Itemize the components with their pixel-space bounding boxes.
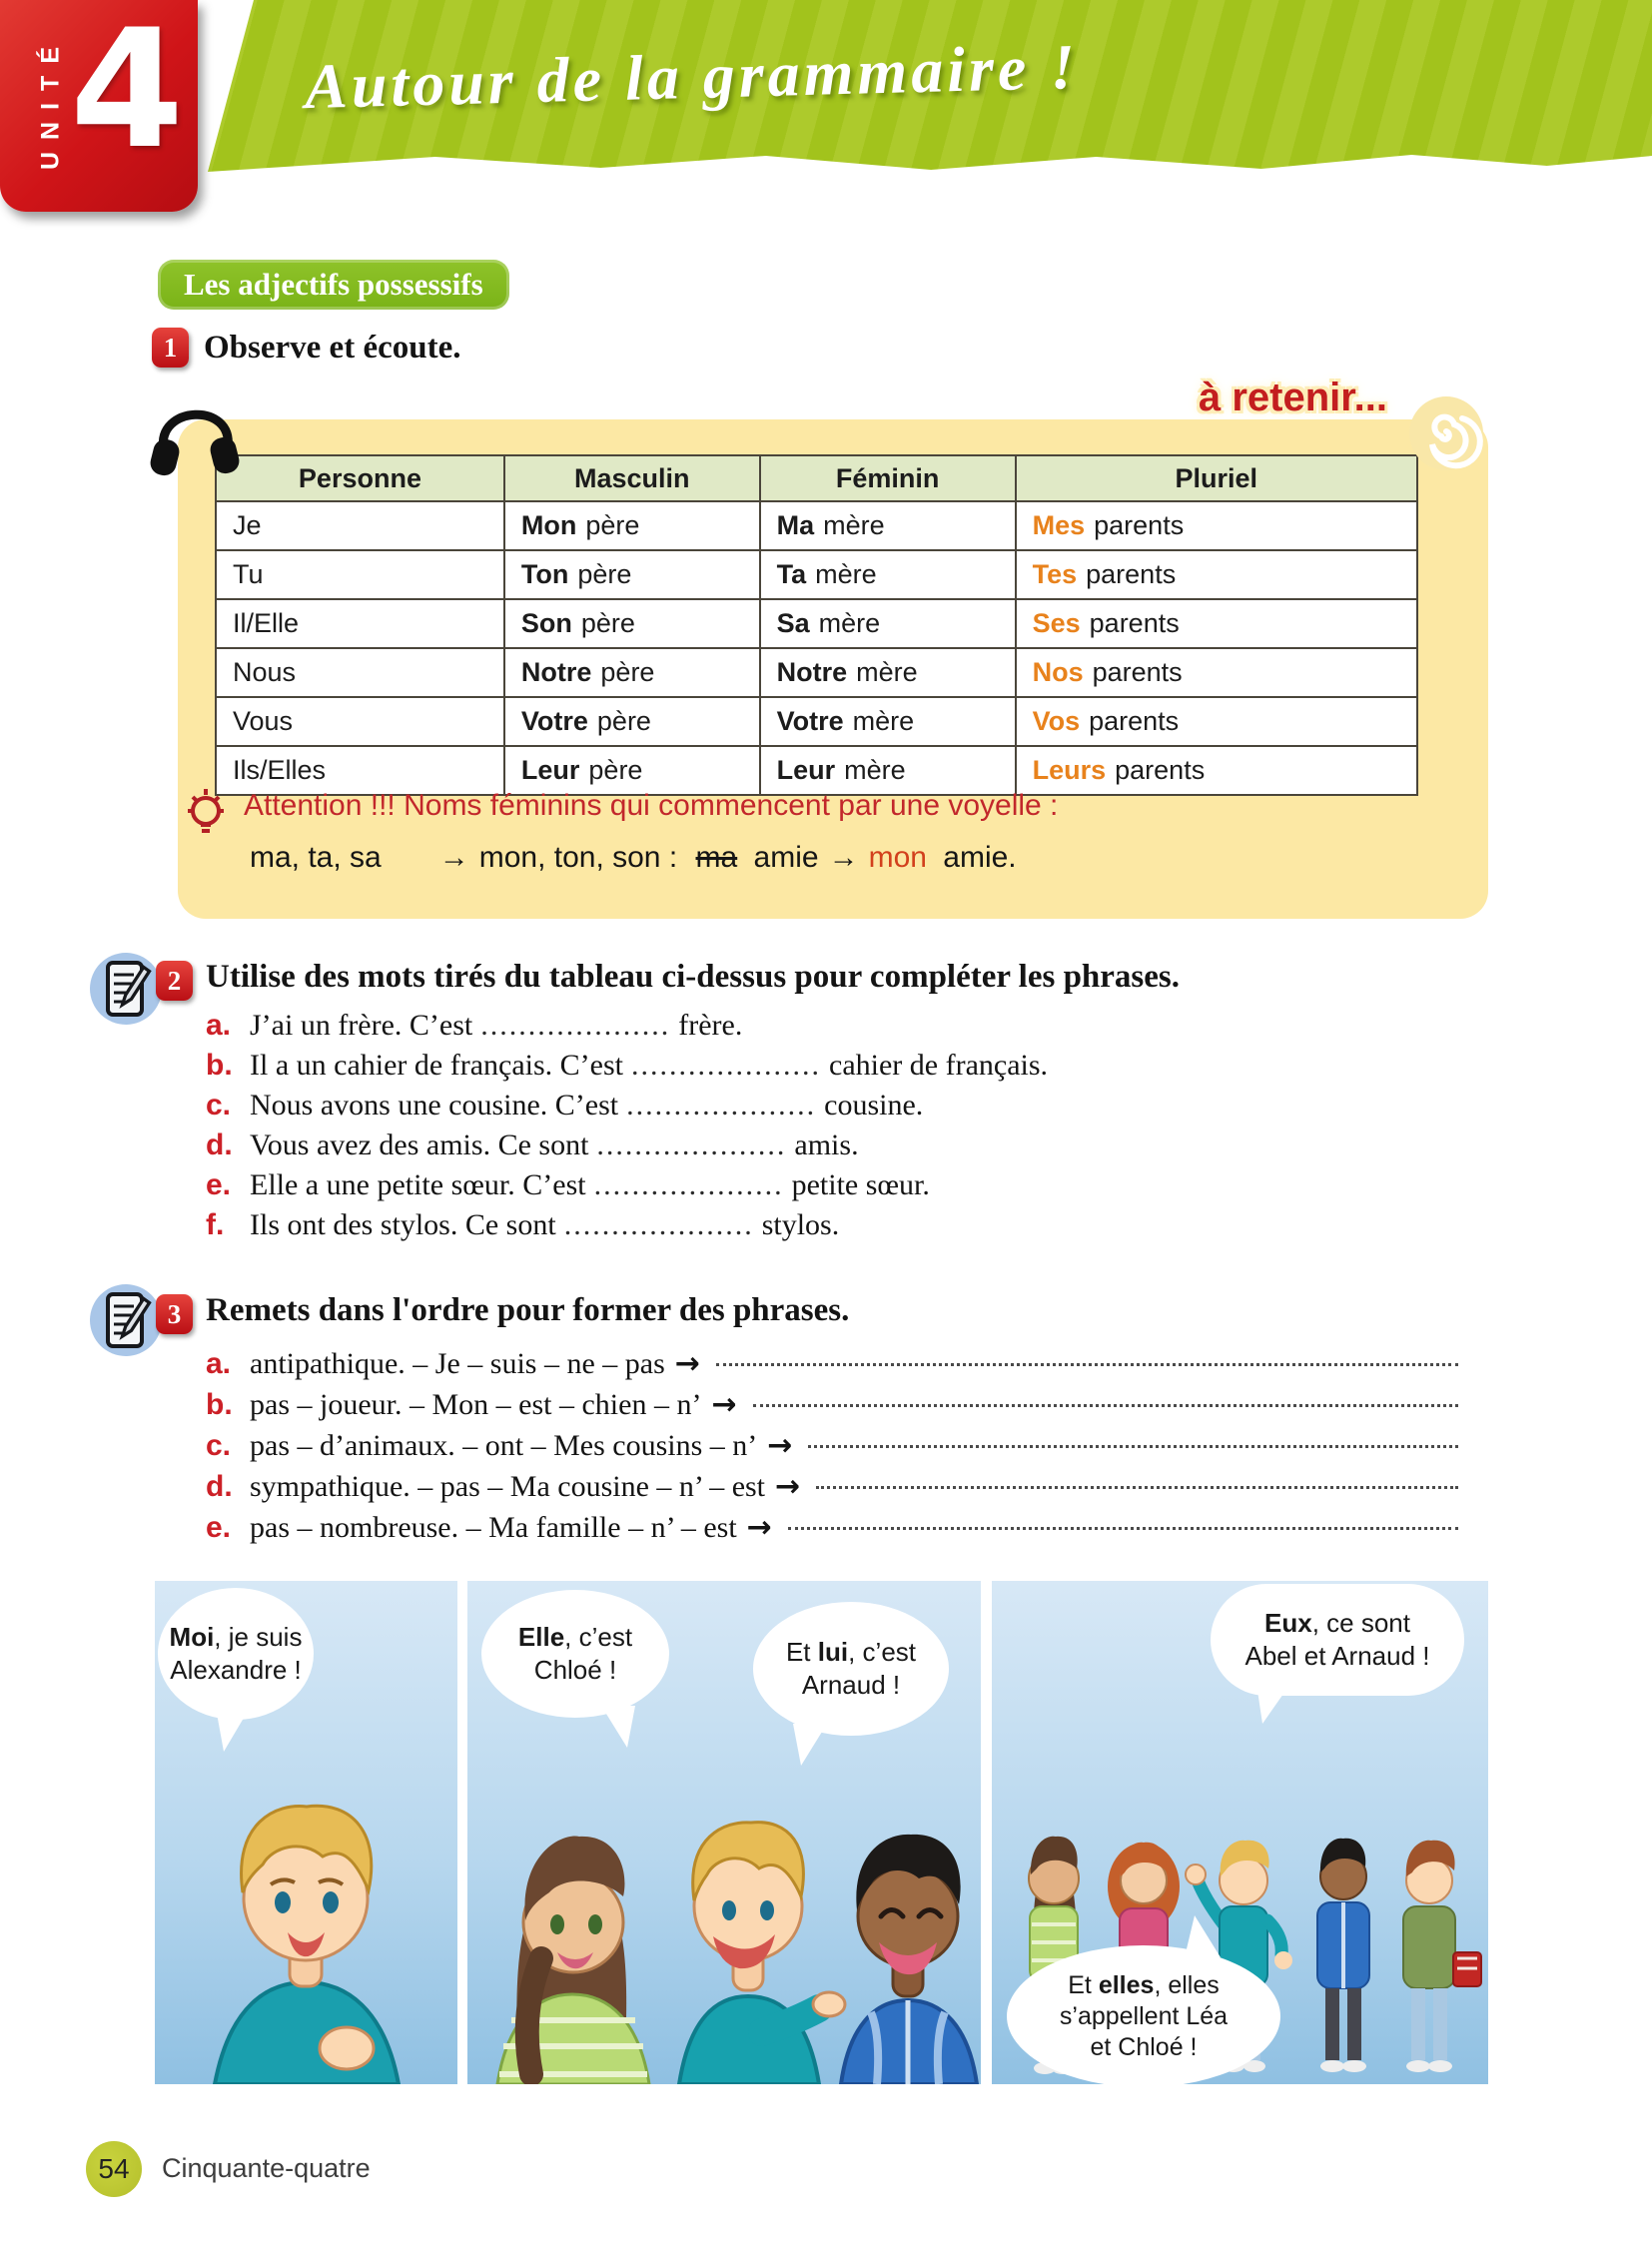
exercise3-instruction: Remets dans l'ordre pour former des phrases. — [206, 1292, 850, 1328]
answer-line — [753, 1404, 1458, 1407]
bubble-tail — [1185, 1915, 1221, 1957]
exercise3-item-e: e. pas – nombreuse. – Ma famille – n’ – est → — [206, 1510, 1458, 1551]
possessives-table — [215, 454, 1418, 796]
exercise2-item-e: e. Elle a une petite sœur. C’est .................... petite sœur. — [206, 1168, 930, 1201]
col-feminin: Féminin — [760, 455, 1016, 501]
blank-dots: .................... — [626, 1089, 817, 1121]
table-row: Nous Notre père Notre mère Nos parents — [216, 648, 1417, 697]
exercise2-item-c: c. Nous avons une cousine. C’est .................... cousine. — [206, 1089, 924, 1121]
col-masculin: Masculin — [504, 455, 760, 501]
attention-line2: ma, ta, sa → mon, ton, son : ma amie → mon amie. — [250, 841, 1017, 874]
table-row: Je Mon père Ma mère Mes parents — [216, 501, 1417, 550]
arrow-icon: → — [674, 1346, 700, 1381]
blank-dots: .................... — [631, 1049, 821, 1082]
headphones-icon — [146, 387, 246, 482]
speech-bubble-eux: Eux, ce sont Abel et Arnaud ! — [1211, 1584, 1464, 1696]
table-row: Tu Ton père Ta mère Tes parents — [216, 550, 1417, 599]
bubble-tail — [1256, 1684, 1290, 1724]
struck-word: ma — [695, 841, 738, 874]
arrow-icon: → — [775, 1469, 801, 1504]
page-title: Autour de la grammaire ! — [304, 30, 1081, 123]
blank-dots: .................... — [563, 1208, 754, 1241]
retenir-label: à retenir... — [1199, 375, 1387, 419]
exercise3-item-c: c. pas – d’animaux. – ont – Mes cousins – n’ → — [206, 1428, 1458, 1469]
blank-dots: .................... — [593, 1168, 784, 1201]
exercise3-number-badge: 3 — [156, 1294, 193, 1334]
exercise2-items — [206, 1009, 1048, 1248]
answer-line — [788, 1527, 1458, 1530]
exercise2-item-d: d. Vous avez des amis. Ce sont .................... amis. — [206, 1128, 859, 1161]
exercise2-item-b: b. Il a un cahier de français. C’est .................... cahier de français. — [206, 1049, 1049, 1082]
speech-bubble-chloe: Elle, c’est Chloé ! — [481, 1590, 669, 1718]
unit-tab — [0, 0, 198, 212]
attention-line1: Attention !!! Noms féminins qui commencent par une voyelle : — [244, 789, 1059, 822]
speech-bubble-elles: Et elles, elles s’appellent Léa et Chloé ! — [1007, 1945, 1280, 2087]
bubble-tail — [601, 1706, 635, 1748]
arrow-icon: → — [438, 841, 469, 874]
arrow-icon: → — [711, 1387, 737, 1422]
arrow-icon: → — [828, 841, 859, 874]
speech-bubble-arnaud: Et lui, c’est Arnaud ! — [753, 1602, 949, 1736]
answer-line — [716, 1363, 1458, 1366]
notepad-pencil-icon — [88, 1282, 164, 1358]
spiral-icon — [1406, 393, 1486, 473]
unit-label: UNITÉ — [36, 35, 65, 170]
exercise2-instruction: Utilise des mots tirés du tableau ci-dessus pour compléter les phrases. — [206, 959, 1181, 995]
blank-dots: .................... — [480, 1009, 671, 1042]
exercise3-item-a: a. antipathique. – Je – suis – ne – pas → — [206, 1346, 1458, 1387]
section-title: Les adjectifs possessifs — [158, 260, 509, 310]
answer-line — [808, 1445, 1458, 1448]
page-number-badge: 54 — [86, 2141, 142, 2197]
blank-dots: .................... — [596, 1128, 787, 1161]
exercise1-number-badge: 1 — [152, 328, 189, 368]
exercise3-item-d: d. sympathique. – pas – Ma cousine – n’ – est → — [206, 1469, 1458, 1510]
exercise3-item-b: b. pas – joueur. – Mon – est – chien – n’ → — [206, 1387, 1458, 1428]
exercise2-item-a: a. J’ai un frère. C’est .................... frère. — [206, 1009, 743, 1042]
exercise2-item-f: f. Ils ont des stylos. Ce sont .................... stylos. — [206, 1208, 840, 1241]
speech-bubble-alexandre: Moi, je suis Alexandre ! — [158, 1588, 314, 1720]
highlighted-word: mon — [868, 841, 927, 874]
table-row: Vous Votre père Votre mère Vos parents — [216, 697, 1417, 746]
table-row: Ils/Elles Leur père Leur mère Leurs parents — [216, 746, 1417, 795]
table-row: Il/Elle Son père Sa mère Ses parents — [216, 599, 1417, 648]
arrow-icon: → — [767, 1428, 793, 1463]
exercise2-number-badge: 2 — [156, 961, 193, 1001]
col-personne: Personne — [216, 455, 504, 501]
page-number-word: Cinquante-quatre — [162, 2153, 371, 2183]
exercise1-instruction: Observe et écoute. — [204, 330, 461, 366]
exercise3-items — [206, 1346, 1458, 1551]
arrow-icon: → — [746, 1510, 772, 1545]
unit-number: 4 — [70, 0, 185, 185]
table-header-row — [216, 455, 1417, 501]
lightbulb-icon — [182, 781, 230, 843]
answer-line — [816, 1486, 1458, 1489]
bubble-tail — [216, 1708, 250, 1752]
notepad-pencil-icon — [88, 951, 164, 1027]
bubble-tail — [793, 1724, 827, 1766]
col-pluriel: Pluriel — [1016, 455, 1417, 501]
